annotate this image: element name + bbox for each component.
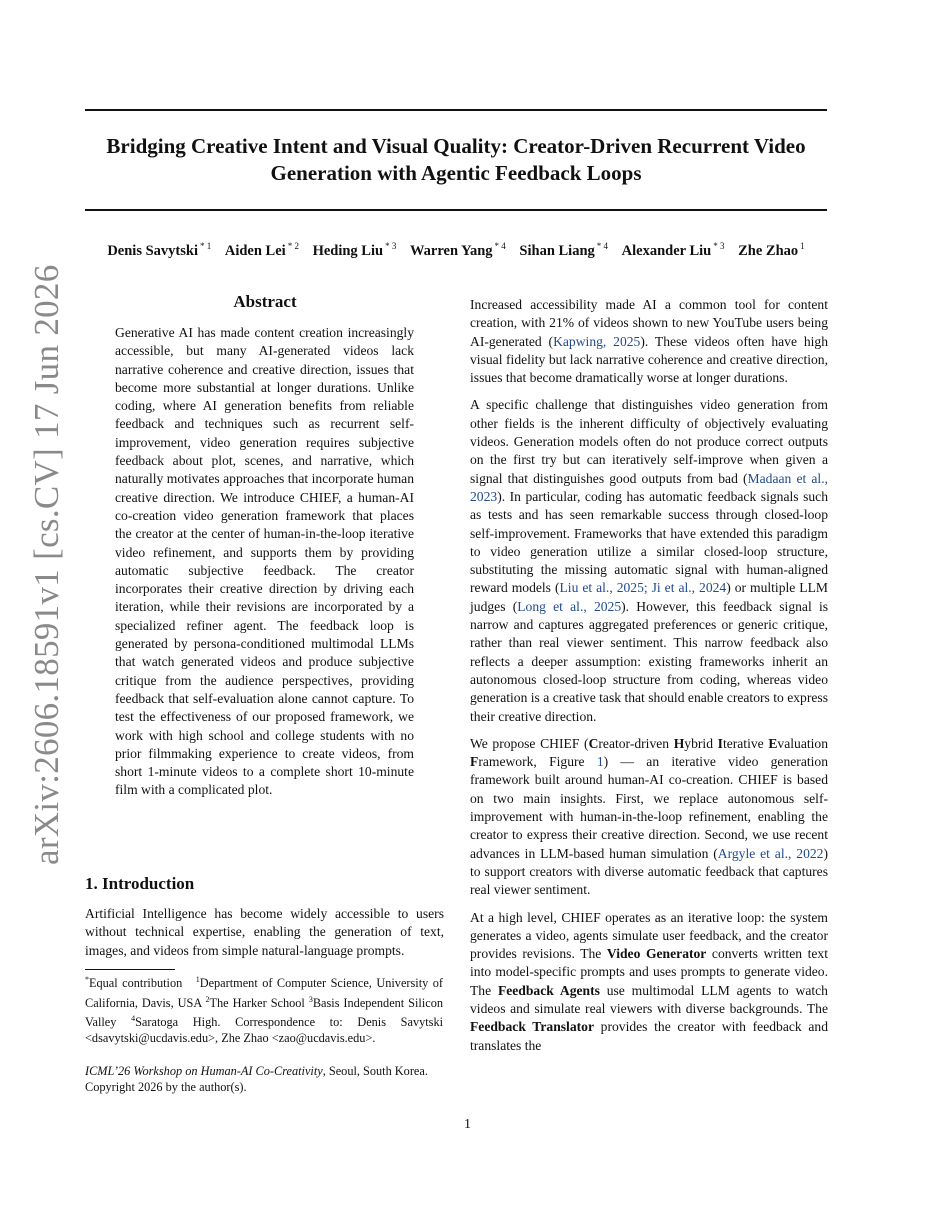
- abstract-heading: Abstract: [233, 292, 297, 311]
- author-list: [85, 241, 827, 260]
- citation-link[interactable]: Madaan et al., 2023: [470, 470, 829, 504]
- intro-paragraph-left: [85, 905, 444, 969]
- author: Zhe Zhao $^1$: [738, 241, 805, 259]
- author: Aiden Lei $^{* 2}$: [224, 241, 299, 259]
- intro-p1-continued: Increased accessibility made AI a common tool for content creation, with 21% of videos shown to new YouTube users being AI-generated (Kapwing, 2025). These videos often have high visual fidelity but lack narrative coherence and creative direction, issues that become dramatically worse at longer durations.: [470, 297, 828, 386]
- figure-ref-link[interactable]: 1: [596, 754, 604, 770]
- footnote: *Equal contribution $^1$Department of Computer Science, University of California, Davis, USA $^2$The Harker School $^3$Basis Independent Silicon Valley $^4$Saratoga High. Correspondence to: Denis Savytski <dsavytski@ucdavis.edu>, Zhe Zhao <zao@ucdavis.edu>.: [85, 975, 444, 1045]
- page-number: 1: [464, 1117, 471, 1132]
- author: Heding Liu $^{* 3}$: [312, 241, 397, 259]
- abstract-text: Generative AI has made content creation increasingly accessible, but many AI-generated videos lack narrative coherence and creative direction, issues that become more substantial at longer durations. Unlike coding, where AI generation benefits from reliable feedback and techniques such as recurrent self-improvement, video generation requires subjective feedback about plot, scenes, and narrative, which naturally motivates approaches that incorporate human creative direction. We introduce CHIEF, a human-AI co-creation video generation framework that places the creator at the center of human-in-the-loop iterative video refinement, and supports them by providing automatic subjective feedback. The creator incorporates their creative direction by driving each iteration, while their revisions are incorporated by a specialized refiner agent. The feedback loop is generated by persona-conditioned multimodal LLMs that watch generated videos and produce subjective critique from the audience perspectives, providing feedback that self-evaluation alone cannot capture. To test the effectiveness of our proposed framework, we work with high school and college students with no prior filmmaking experience to create videos, from short 1-minute videos to a complete short 10-minute film with a complicated plot.: [115, 325, 414, 798]
- intro-p1: Artificial Intelligence has become widely accessible to users without technical expertise, enabling the generation of text, images, and videos from simple natural-language prompts.: [85, 906, 444, 958]
- intro-p2: A specific challenge that distinguishes video generation from other fields is the inherent difficulty of objectively evaluating videos. Generation models often do not produce correct outputs on the first try but can iteratively self-improve when given a signal that distinguishes good outputs from bad (Madaan et al., 2023). In particular, coding has automatic feedback signals such as tests and has seen remarkable success through closed-loop self-improvement. Frameworks that have extended this paradigm to video generation utilize a similar closed-loop structure, substituting the missing automatic signal with human-aligned reward models (Liu et al., 2025; Ji et al., 2024) or multiple LLM judges (Long et al., 2025). However, this feedback signal is narrow and captures aggregated preferences or generic critique, rather than real viewer sentiment. This narrow feedback also reflects a deeper assumption: existing frameworks inherit an autonomous closed-loop structure from coding, whereas video generation is a creative task that should enable creators to express their creative direction.: [470, 397, 829, 724]
- intro-p4: At a high level, CHIEF operates as an iterative loop: the system generates a video, agents simulate user feedback, and the creator provides revisions. The Video Generator converts written text into model-specific prompts and uses prompts to generate video. The Feedback Agents use multimodal LLM agents to watch videos and simulate real viewers with diverse backgrounds. The Feedback Translator provides the creator with feedback and translates the: [470, 909, 828, 1053]
- citation-link[interactable]: Long et al., 2025: [517, 598, 622, 614]
- title-bottom-rule: [85, 209, 827, 211]
- paper-title: Bridging Creative Intent and Visual Quality: Creator-Driven Recurrent Video Generation with Agentic Feedback Loops: [106, 134, 806, 185]
- author: Denis Savytski $^{* 1}$: [107, 241, 212, 259]
- author: Alexander Liu $^{* 3}$: [621, 241, 725, 259]
- section-heading-introduction: 1. Introduction: [85, 874, 195, 893]
- author: Sihan Liang $^{* 4}$: [519, 241, 609, 259]
- citation-link[interactable]: Liu et al., 2025; Ji et al., 2024: [559, 580, 727, 596]
- venue-note: ICML’26 Workshop on Human-AI Co-Creativity, Seoul, South Korea. Copyright 2026 by the author(s).: [85, 1064, 428, 1094]
- author: Warren Yang $^{* 4}$: [409, 241, 506, 259]
- citation-link[interactable]: Kapwing, 2025: [553, 333, 641, 349]
- citation-link[interactable]: Argyle et al., 2022: [717, 845, 824, 861]
- abstract-body: [115, 324, 414, 809]
- arxiv-watermark: arXiv:2606.18591v1 [cs.CV] 17 Jun 2026: [27, 264, 66, 865]
- title-top-rule: [85, 109, 827, 111]
- right-column: [470, 296, 828, 1064]
- footnote-rule: [85, 969, 175, 970]
- intro-p3: We propose CHIEF (Creator-driven Hybrid Iterative Evaluation Framework, Figure 1) — an iterative video generation framework built around human-AI co-creation. CHIEF is based on two main insights. First, we replace autonomous self-improvement with human-in-the-loop refinement, enabling the creator to express their creative direction. Second, we use recent advances in LLM-based human simulation (Argyle et al., 2022) to support creators with diverse automatic feedback that captures real viewer sentiment.: [470, 735, 829, 898]
